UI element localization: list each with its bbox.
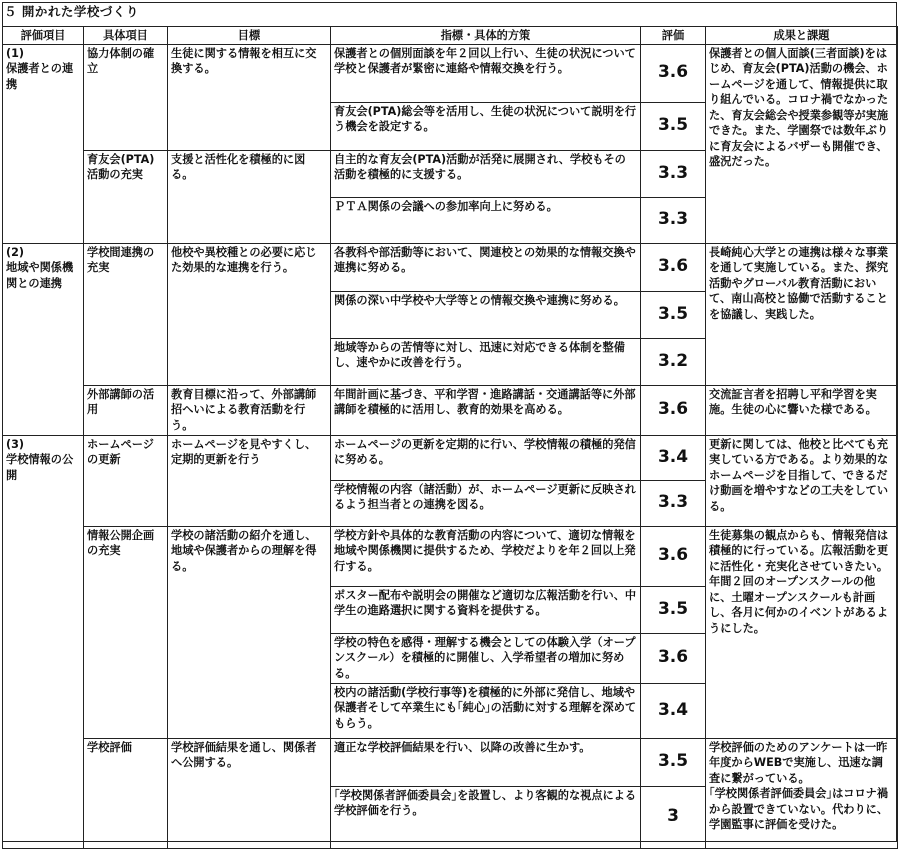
goal-cell: 支援と活性化を積極的に図る。 [168,150,331,243]
measure-cell: 地域等からの苦情等に対し、迅速に対応できる体制を整備し、速やかに改善を行う。 [331,338,641,385]
score-cell: 3.5 [641,291,706,338]
subitem-cell: 学校評価 [84,738,168,848]
score-cell: 3.5 [641,586,706,633]
table-row [3,435,898,480]
result-cell: 学校評価のためのアンケートは一昨年度からWEBで実施し、迅速な調査に繋がっている。 ｢学校関係者評価委員会｣はコロナ禍から設置できていない。代わりに、学園監事に評価を受けた。 [706,738,898,848]
header-row [3,27,898,45]
section-title: ５ 開かれた学校づくり [4,4,139,19]
measure-cell: 校内の諸活動(学校行事等)を積極的に外部に発信し、地域や保護者そして卒業生にも｢純心｣の活動に対する理解を深めてもらう。 [331,683,641,738]
category-cell: (2) 地域や関係機関との連携 [3,243,84,435]
measure-cell: 関係の深い中学校や大学等との情報交換や連携に努める。 [331,291,641,338]
goal-cell: 学校評価結果を通し、関係者へ公開する。 [168,738,331,848]
score-cell: 3.5 [641,738,706,786]
evaluation-table [2,26,898,849]
header-measures: 指標・具体的方策 [331,27,641,45]
measure-cell: 学校方針や具体的な教育活動の内容について、適切な情報を地域や関係機関に提供するため、学校だよりを年２回以上発行する。 [331,526,641,586]
measure-cell: 適正な学校評価結果を行い、以降の改善に生かす。 [331,738,641,786]
subitem-cell: 情報公開企画の充実 [84,526,168,738]
measure-cell: ホームページの更新を定期的に行い、学校情報の積極的発信に努める。 [331,435,641,480]
subitem-cell: 育友会(PTA)活動の充実 [84,150,168,243]
score-cell: 3.4 [641,435,706,480]
subitem-cell: 外部講師の活用 [84,385,168,435]
table-row [3,243,898,291]
score-cell: 3.6 [641,44,706,102]
score-cell: 3 [641,786,706,848]
measure-cell: 年間計画に基づき、平和学習・進路講話・交通講話等に外部講師を積極的に活用し、教育的効果を高める。 [331,385,641,435]
subitem-cell: 協力体制の確立 [84,44,168,150]
score-cell: 3.2 [641,338,706,385]
table-row [3,385,898,435]
subitem-cell: 学校間連携の充実 [84,243,168,385]
measure-cell: ＰＴＡ関係の会議への参加率向上に努める。 [331,197,641,243]
goal-cell: 学校の諸活動の紹介を通し、地域や保護者からの理解を得る。 [168,526,331,738]
score-cell: 3.3 [641,150,706,197]
score-cell: 3.3 [641,480,706,526]
category-cell: (3) 学校情報の公開 [3,435,84,848]
header-goal: 目標 [168,27,331,45]
result-cell: 長崎純心大学との連携は様々な事業を通して実施している。また、探究活動やグローバル教育活動において、南山高校と協働で活動することを協議し、実践した。 [706,243,898,385]
goal-cell: 教育目標に沿って、外部講師招へいによる教育活動を行う。 [168,385,331,435]
category-cell: (1) 保護者との連携 [3,44,84,243]
header-category: 評価項目 [3,27,84,45]
measure-cell: 保護者との個別面談を年２回以上行い、生徒の状況について学校と保護者が緊密に連絡や情報交換を行う。 [331,44,641,102]
score-cell: 3.6 [641,633,706,683]
score-cell: 3.6 [641,526,706,586]
score-cell: 3.6 [641,243,706,291]
goal-cell: 生徒に関する情報を相互に交換する。 [168,44,331,150]
header-score: 評価 [641,27,706,45]
header-result: 成果と課題 [706,27,898,45]
measure-cell: 育友会(PTA)総会等を活用し、生徒の状況について説明を行う機会を設定する。 [331,102,641,150]
score-cell: 3.5 [641,102,706,150]
score-cell: 3.6 [641,385,706,435]
measure-cell: 学校の特色を感得・理解する機会としての体験入学（オープンスクール）を積極的に開催し、入学希望者の増加に努める。 [331,633,641,683]
measure-cell: 自主的な育友会(PTA)活動が活発に展開され、学校もその活動を積極的に支援する。 [331,150,641,197]
table-row [3,44,898,102]
result-cell: 交流証言者を招聘し平和学習を実施。生徒の心に響いた様である。 [706,385,898,435]
goal-cell: 他校や異校種との必要に応じた効果的な連携を行う。 [168,243,331,385]
goal-cell: ホームページを見やすくし、定期的更新を行う [168,435,331,526]
score-cell: 3.3 [641,197,706,243]
header-subitem: 具体項目 [84,27,168,45]
table-row [3,738,898,786]
result-cell: 更新に関しては、他校と比べても充実している方である。より効果的なホームページを目指して、できるだけ動画を増やすなどの工夫をしている。 [706,435,898,526]
measure-cell: ポスター配布や説明会の開催など適切な広報活動を行い、中学生の進路選択に関する資料を提供する。 [331,586,641,633]
result-cell: 生徒募集の観点からも、情報発信は積極的に行っている。広報活動を更に活性化・充実化させていきたい。 年間２回のオープンスクールの他に、土曜オープンスクールも計画し、各月に何かのイベントがあるようにした。 [706,526,898,738]
measure-cell: 各教科や部活動等において、関連校との効果的な情報交換や連携に努める。 [331,243,641,291]
measure-cell: 学校情報の内容（諸活動）が、ホームページ更新に反映されるよう担当者との連携を図る。 [331,480,641,526]
score-cell: 3.4 [641,683,706,738]
measure-cell: ｢学校関係者評価委員会｣を設置し、より客観的な視点による学校評価を行う。 [331,786,641,848]
subitem-cell: ホームページの更新 [84,435,168,526]
result-cell: 保護者との個人面談(三者面談)をはじめ、育友会(PTA)活動の機会、ホームページを通して、情報提供に取り組んでいる。コロナ禍でなかったた、育友会総会や授業参観等が実施できた。また、学園祭では数年ぶりに育友会によるバザーも開催でき、盛況だった。 [706,44,898,243]
table-row [3,526,898,586]
